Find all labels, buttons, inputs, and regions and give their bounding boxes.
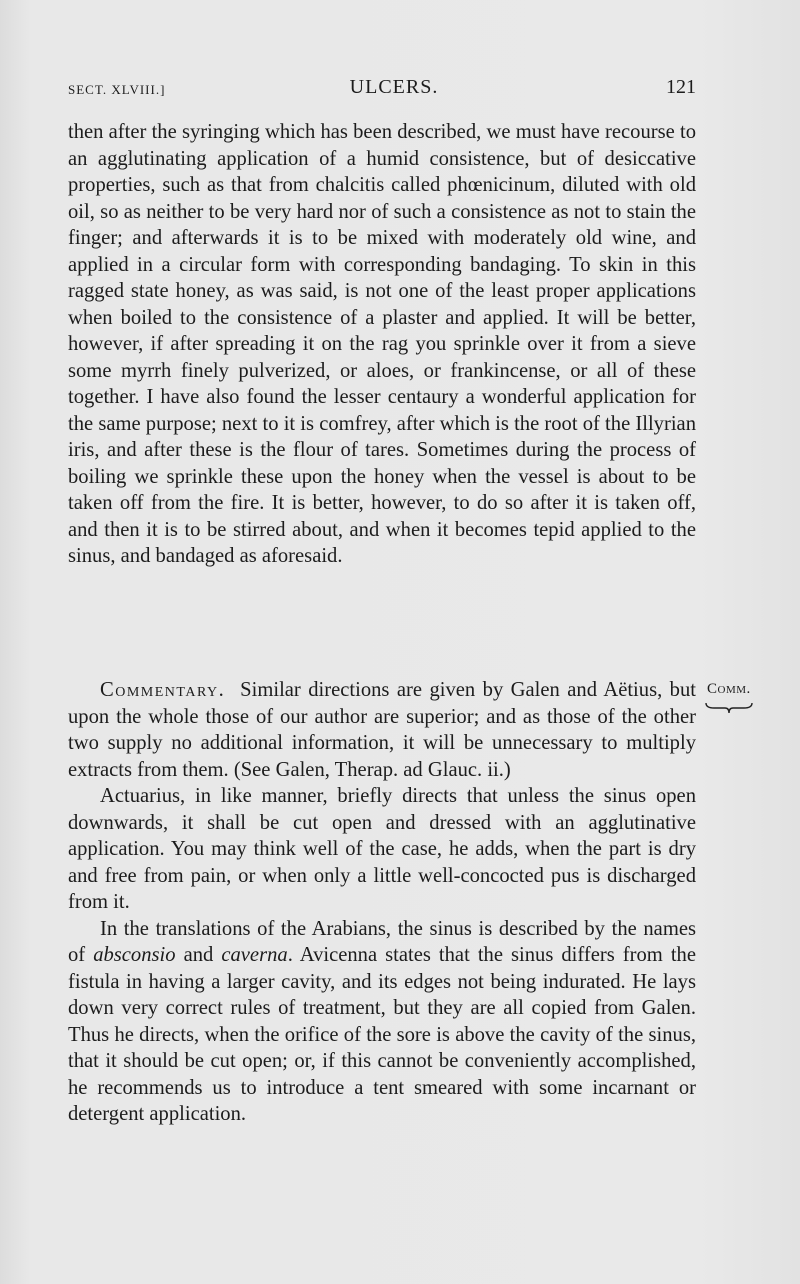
commentary-text: Similar directions are given by Galen and Aëtius, but upon the whole those of our author are superior; and as those of the other two supply no additional information, it will be unnecessary to multiply extracts from them. (See Galen, Therap. ad Glauc. ii.)	[68, 679, 696, 781]
arabians-text-c: . Avicenna states that the sinus differs from the fistula in having a larger cavity, and its edges not being indurated. He lays down very correct rules of treatment, but they are all copied from Galen. Thus he directs, when the orifice of the sore is above the cavity of the sinus, that it should be cut open; or, if this cannot be conveniently accomplished, he recommends us to introduce a tent smeared with some incarnant or detergent application.	[68, 944, 696, 1125]
paragraph-continuation: then after the syringing which has been described, we must have recourse to an agglutinating application of a humid consistence, but of desiccative properties, such as that from chalcitis called phœnicinum, diluted with old oil, so as neither to be very hard nor of such a consistence as not to stain the finger; and afterwards it is to be mixed with moderately old wine, and applied in a circular form with corresponding bandaging. To skin in this ragged state honey, as was said, is not one of the least proper applications when boiled to the consistence of a plaster and applied. It will be better, however, if after spreading it on the rag you sprinkle over it from a sieve some myrrh finely pulverized, or aloes, or frankincense, or all of these together. I have also found the lesser centaury a wonderful application for the same purpose; next to it is comfrey, after which is the root of the Illyrian iris, and after these is the flour of tares. Sometimes during the process of boiling we sprinkle these upon the honey when the vessel is about to be taken off from the fire. It is better, however, to do so after it is taken off, and then it is to be stirred about, and when it becomes tepid applied to the sinus, and bandaged as aforesaid.	[68, 121, 696, 567]
commentary-paragraph	[68, 677, 696, 783]
margin-note-comm: Comm.	[707, 681, 751, 697]
margin-brace-icon	[704, 701, 754, 715]
italic-term-absconsio: absconsio	[93, 944, 176, 966]
arabians-text-a: In the translations of the Arabians, the sinus is described by the names of	[68, 917, 696, 966]
arabians-paragraph	[68, 916, 696, 1128]
running-title: ULCERS.	[349, 76, 439, 98]
main-text-top	[68, 119, 696, 570]
italic-term-caverna: caverna	[221, 944, 288, 966]
arabians-text-b: and	[175, 944, 222, 966]
commentary-label: Commentary.	[100, 679, 226, 701]
page-number: 121	[666, 76, 696, 98]
actuarius-paragraph: Actuarius, in like manner, briefly directs that unless the sinus open downwards, it shall be cut open and dressed with an agglutinative application. You may think well of the case, he adds, when the part is dry and free from pain, or when only a little well-concocted pus is discharged from it.	[68, 785, 696, 913]
main-text-commentary	[68, 677, 696, 1128]
section-reference: SECT. XLVIII.]	[68, 82, 166, 97]
running-head	[68, 76, 696, 102]
